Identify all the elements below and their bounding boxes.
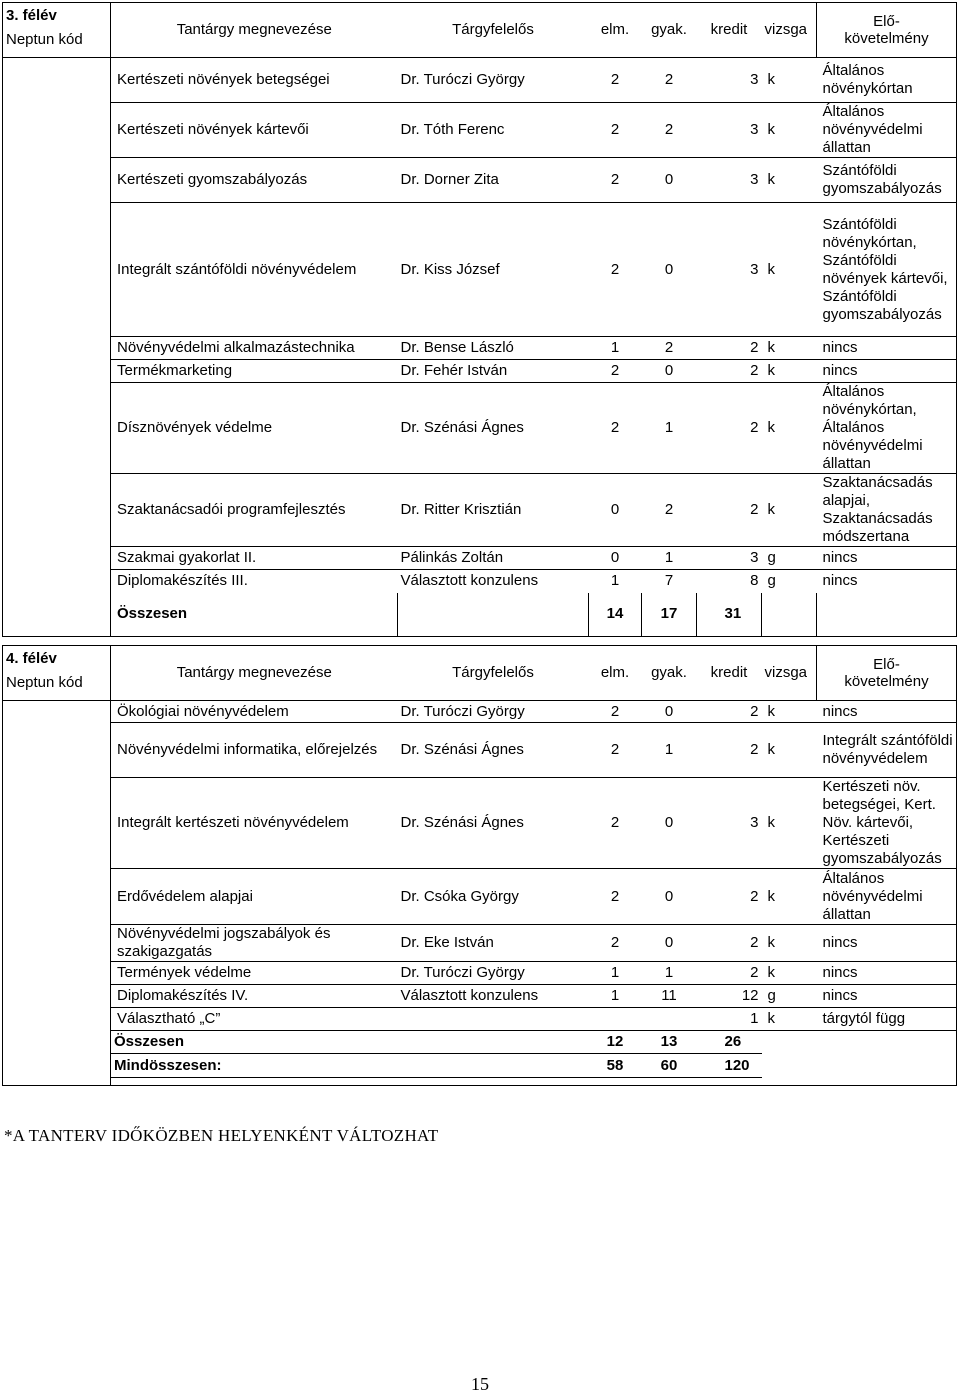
credit-cell: 2: [722, 925, 762, 962]
credit-cell: 3: [722, 778, 762, 869]
exam-cell: g: [767, 572, 776, 590]
page-number: 15: [471, 1374, 489, 1394]
total-label: Összesen: [111, 1031, 398, 1054]
lecture-cell: 2: [589, 203, 642, 337]
practice-cell: 0: [642, 701, 697, 723]
credit-cell: 2: [722, 360, 762, 383]
responsible-cell: [398, 1008, 589, 1031]
responsible-cell: Választott konzulens: [400, 572, 539, 590]
table-row: [3, 925, 957, 962]
header-credit: kredit: [697, 646, 762, 701]
grand-total-row: [3, 1054, 957, 1078]
table-row: [3, 869, 957, 925]
responsible-cell: Dr. Csóka György: [398, 869, 589, 925]
practice-cell: 2: [642, 58, 697, 103]
lecture-cell: 2: [589, 360, 642, 383]
prereq-cell: Általános növénykórtan: [817, 58, 957, 103]
header-practice: gyak.: [642, 3, 697, 58]
prereq-cell: nincs: [817, 360, 957, 383]
prereq-cell: Integrált szántóföldi növényvédelem: [817, 723, 957, 778]
grand-total-label: Mindösszesen:: [111, 1054, 398, 1078]
exam-cell: k: [762, 158, 817, 203]
prereq-cell: Szaktanácsadás alapjai, Szaktanácsadás módszertana: [817, 474, 957, 547]
lecture-cell: 2: [589, 383, 642, 474]
lecture-cell: 1: [610, 572, 620, 590]
exam-cell: k: [762, 103, 817, 158]
prereq-cell: tárgytól függ: [817, 1008, 957, 1031]
header-lecture: elm.: [589, 646, 642, 701]
practice-cell: 0: [642, 203, 697, 337]
responsible-cell: Dr. Kiss József: [398, 203, 589, 337]
practice-cell: 1: [642, 723, 697, 778]
responsible-cell: Dr. Szénási Ágnes: [398, 723, 589, 778]
credit-cell: 2: [722, 383, 762, 474]
practice-cell: 11: [642, 985, 697, 1008]
subject-cell: Választható „C”: [111, 1008, 398, 1031]
lecture-cell: 2: [589, 925, 642, 962]
table-row: [3, 383, 957, 474]
subject-cell: Kertészeti növények betegségei: [111, 58, 398, 103]
prereq-cell: nincs: [817, 337, 957, 360]
total-lecture: 12: [589, 1031, 642, 1054]
table-row: [3, 723, 957, 778]
lecture-cell: [589, 1008, 642, 1031]
practice-cell: 2: [642, 337, 697, 360]
semester-label: 3. félév: [6, 7, 57, 24]
subject-cell: Diplomakészítés III.: [117, 572, 248, 590]
credit-cell: 1: [722, 1008, 762, 1031]
lecture-cell: 1: [589, 962, 642, 985]
practice-cell: [642, 1008, 697, 1031]
subject-cell: Szakmai gyakorlat II.: [111, 547, 398, 570]
prereq-cell: Szántóföldi növénykórtan, Szántóföldi növények kártevői, Szántóföldi gyomszabályozás: [817, 203, 957, 337]
header-lecture: elm.: [589, 3, 642, 58]
grand-total-practice: 60: [642, 1054, 697, 1078]
subject-cell: Erdővédelem alapjai: [111, 869, 398, 925]
practice-cell: 0: [642, 925, 697, 962]
table-row: [3, 337, 957, 360]
prereq-cell: nincs: [817, 962, 957, 985]
table-row: [3, 547, 957, 570]
header-responsible: Tárgyfelelős: [398, 3, 589, 58]
exam-cell: g: [762, 985, 817, 1008]
exam-cell: k: [762, 360, 817, 383]
credit-cell: 3: [722, 203, 762, 337]
exam-cell: k: [762, 58, 817, 103]
prereq-cell: nincs: [817, 701, 957, 723]
prereq-cell: Általános növénykórtan, Általános növényvédelmi állattan: [817, 383, 957, 474]
total-practice: 13: [642, 1031, 697, 1054]
neptun-code-label: Neptun kód: [6, 31, 83, 48]
table-row: [3, 1008, 957, 1031]
responsible-cell: Pálinkás Zoltán: [398, 547, 589, 570]
subject-cell: Diplomakészítés IV.: [111, 985, 398, 1008]
semester-4-table: [2, 645, 957, 1086]
total-row: [3, 593, 957, 637]
subject-cell: Ökológiai növényvédelem: [111, 701, 398, 723]
header-prereq: Elő- követelmény: [817, 3, 957, 58]
lecture-cell: 2: [589, 58, 642, 103]
header-credit: kredit: [697, 3, 762, 58]
practice-cell: 1: [642, 383, 697, 474]
header-responsible: Tárgyfelelős: [398, 646, 589, 701]
responsible-cell: Dr. Turóczi György: [398, 701, 589, 723]
practice-cell: 1: [642, 547, 697, 570]
credit-cell: 3: [722, 103, 762, 158]
practice-cell: 7: [664, 572, 674, 590]
lecture-cell: 0: [589, 474, 642, 547]
exam-cell: k: [762, 474, 817, 547]
exam-cell: k: [762, 962, 817, 985]
responsible-cell: Dr. Szénási Ágnes: [398, 778, 589, 869]
subject-cell: Termékmarketing: [111, 360, 398, 383]
grand-total-lecture: 58: [589, 1054, 642, 1078]
table-row: [3, 158, 957, 203]
subject-cell: Kertészeti gyomszabályozás: [111, 158, 398, 203]
lecture-cell: 0: [589, 547, 642, 570]
responsible-cell: Dr. Ritter Krisztián: [398, 474, 589, 547]
responsible-cell: Dr. Dorner Zita: [398, 158, 589, 203]
total-credit: 31: [724, 605, 742, 623]
credit-cell: 3: [722, 547, 762, 570]
total-row: [3, 1031, 957, 1054]
prereq-cell: Általános növényvédelmi állattan: [817, 103, 957, 158]
subject-cell: Szaktanácsadói programfejlesztés: [111, 474, 398, 547]
practice-cell: 1: [642, 962, 697, 985]
table-row: [3, 474, 957, 547]
subject-cell: Növényvédelmi informatika, előrejelzés: [111, 723, 398, 778]
total-credit: 26: [722, 1031, 762, 1054]
practice-cell: 2: [642, 103, 697, 158]
responsible-cell: Dr. Eke István: [398, 925, 589, 962]
prereq-cell: nincs: [817, 985, 957, 1008]
table-row: [3, 962, 957, 985]
credit-cell: 2: [722, 701, 762, 723]
credit-cell: 12: [722, 985, 762, 1008]
practice-cell: 0: [642, 778, 697, 869]
header-subject: Tantárgy megnevezése: [111, 3, 398, 58]
subject-cell: Kertészeti növények kártevői: [111, 103, 398, 158]
responsible-cell: Dr. Turóczi György: [398, 962, 589, 985]
responsible-cell: Dr. Fehér István: [398, 360, 589, 383]
subject-cell: Dísznövények védelme: [111, 383, 398, 474]
exam-cell: k: [762, 869, 817, 925]
table-row: [3, 778, 957, 869]
credit-cell: 2: [722, 962, 762, 985]
header-practice: gyak.: [642, 646, 697, 701]
subject-cell: Termények védelme: [111, 962, 398, 985]
prereq-cell: nincs: [817, 547, 957, 570]
prereq-cell: Általános növényvédelmi állattan: [817, 869, 957, 925]
table-row: [3, 701, 957, 723]
semester-label: 4. félév: [6, 650, 57, 667]
practice-cell: 0: [642, 869, 697, 925]
lecture-cell: 2: [589, 103, 642, 158]
lecture-cell: 1: [589, 985, 642, 1008]
table-row: [3, 103, 957, 158]
credit-cell: 2: [722, 337, 762, 360]
exam-cell: g: [762, 547, 817, 570]
lecture-cell: 2: [589, 723, 642, 778]
prereq-cell: nincs: [817, 925, 957, 962]
responsible-cell: Dr. Bense László: [398, 337, 589, 360]
footnote: *A TANTERV IDŐKÖZBEN HELYENKÉNT VÁLTOZHAT: [4, 1126, 439, 1145]
exam-cell: k: [762, 383, 817, 474]
lecture-cell: 2: [589, 778, 642, 869]
header-exam: vizsga: [762, 646, 817, 701]
responsible-cell: Dr. Tóth Ferenc: [398, 103, 589, 158]
exam-cell: k: [762, 1008, 817, 1031]
responsible-cell: Választott konzulens: [398, 985, 589, 1008]
table-row: [3, 985, 957, 1008]
credit-cell: 3: [722, 58, 762, 103]
credit-cell: 8: [750, 572, 759, 590]
semester-header-cell: [3, 3, 111, 58]
exam-cell: k: [762, 701, 817, 723]
exam-cell: k: [762, 203, 817, 337]
table-row: [3, 58, 957, 103]
lecture-cell: 2: [589, 869, 642, 925]
total-label: Összesen: [117, 605, 188, 623]
table-row: [3, 203, 957, 337]
subject-cell: Integrált kertészeti növényvédelem: [111, 778, 398, 869]
total-practice: 17: [642, 593, 697, 637]
prereq-cell: nincs: [822, 572, 858, 590]
subject-cell: Integrált szántóföldi növényvédelem: [111, 203, 398, 337]
exam-cell: k: [762, 723, 817, 778]
header-subject: Tantárgy megnevezése: [111, 646, 398, 701]
lecture-cell: 1: [589, 337, 642, 360]
grand-total-credit: 120: [722, 1054, 762, 1078]
responsible-cell: Dr. Turóczi György: [398, 58, 589, 103]
header-exam: vizsga: [762, 3, 817, 58]
total-lecture: 14: [589, 593, 642, 637]
responsible-cell: Dr. Szénási Ágnes: [398, 383, 589, 474]
table-row: [3, 360, 957, 383]
credit-cell: 2: [722, 723, 762, 778]
header-prereq: Elő- követelmény: [817, 646, 957, 701]
credit-cell: 3: [722, 158, 762, 203]
neptun-code-label: Neptun kód: [6, 674, 83, 691]
semester-header-cell: [3, 646, 111, 701]
exam-cell: k: [762, 337, 817, 360]
practice-cell: 0: [642, 360, 697, 383]
lecture-cell: 2: [589, 158, 642, 203]
subject-cell: Növényvédelmi jogszabályok és szakigazgatás: [111, 925, 398, 962]
lecture-cell: 2: [589, 701, 642, 723]
practice-cell: 2: [642, 474, 697, 547]
credit-cell: 2: [722, 869, 762, 925]
exam-cell: k: [762, 925, 817, 962]
practice-cell: 0: [642, 158, 697, 203]
exam-cell: k: [762, 778, 817, 869]
credit-cell: 2: [722, 474, 762, 547]
semester-3-table: [2, 2, 957, 637]
subject-cell: Növényvédelmi alkalmazástechnika: [111, 337, 398, 360]
prereq-cell: Szántóföldi gyomszabályozás: [817, 158, 957, 203]
prereq-cell: Kertészeti növ. betegségei, Kert. Növ. kártevői, Kertészeti gyomszabályozás: [817, 778, 957, 869]
table-row: [3, 570, 957, 593]
